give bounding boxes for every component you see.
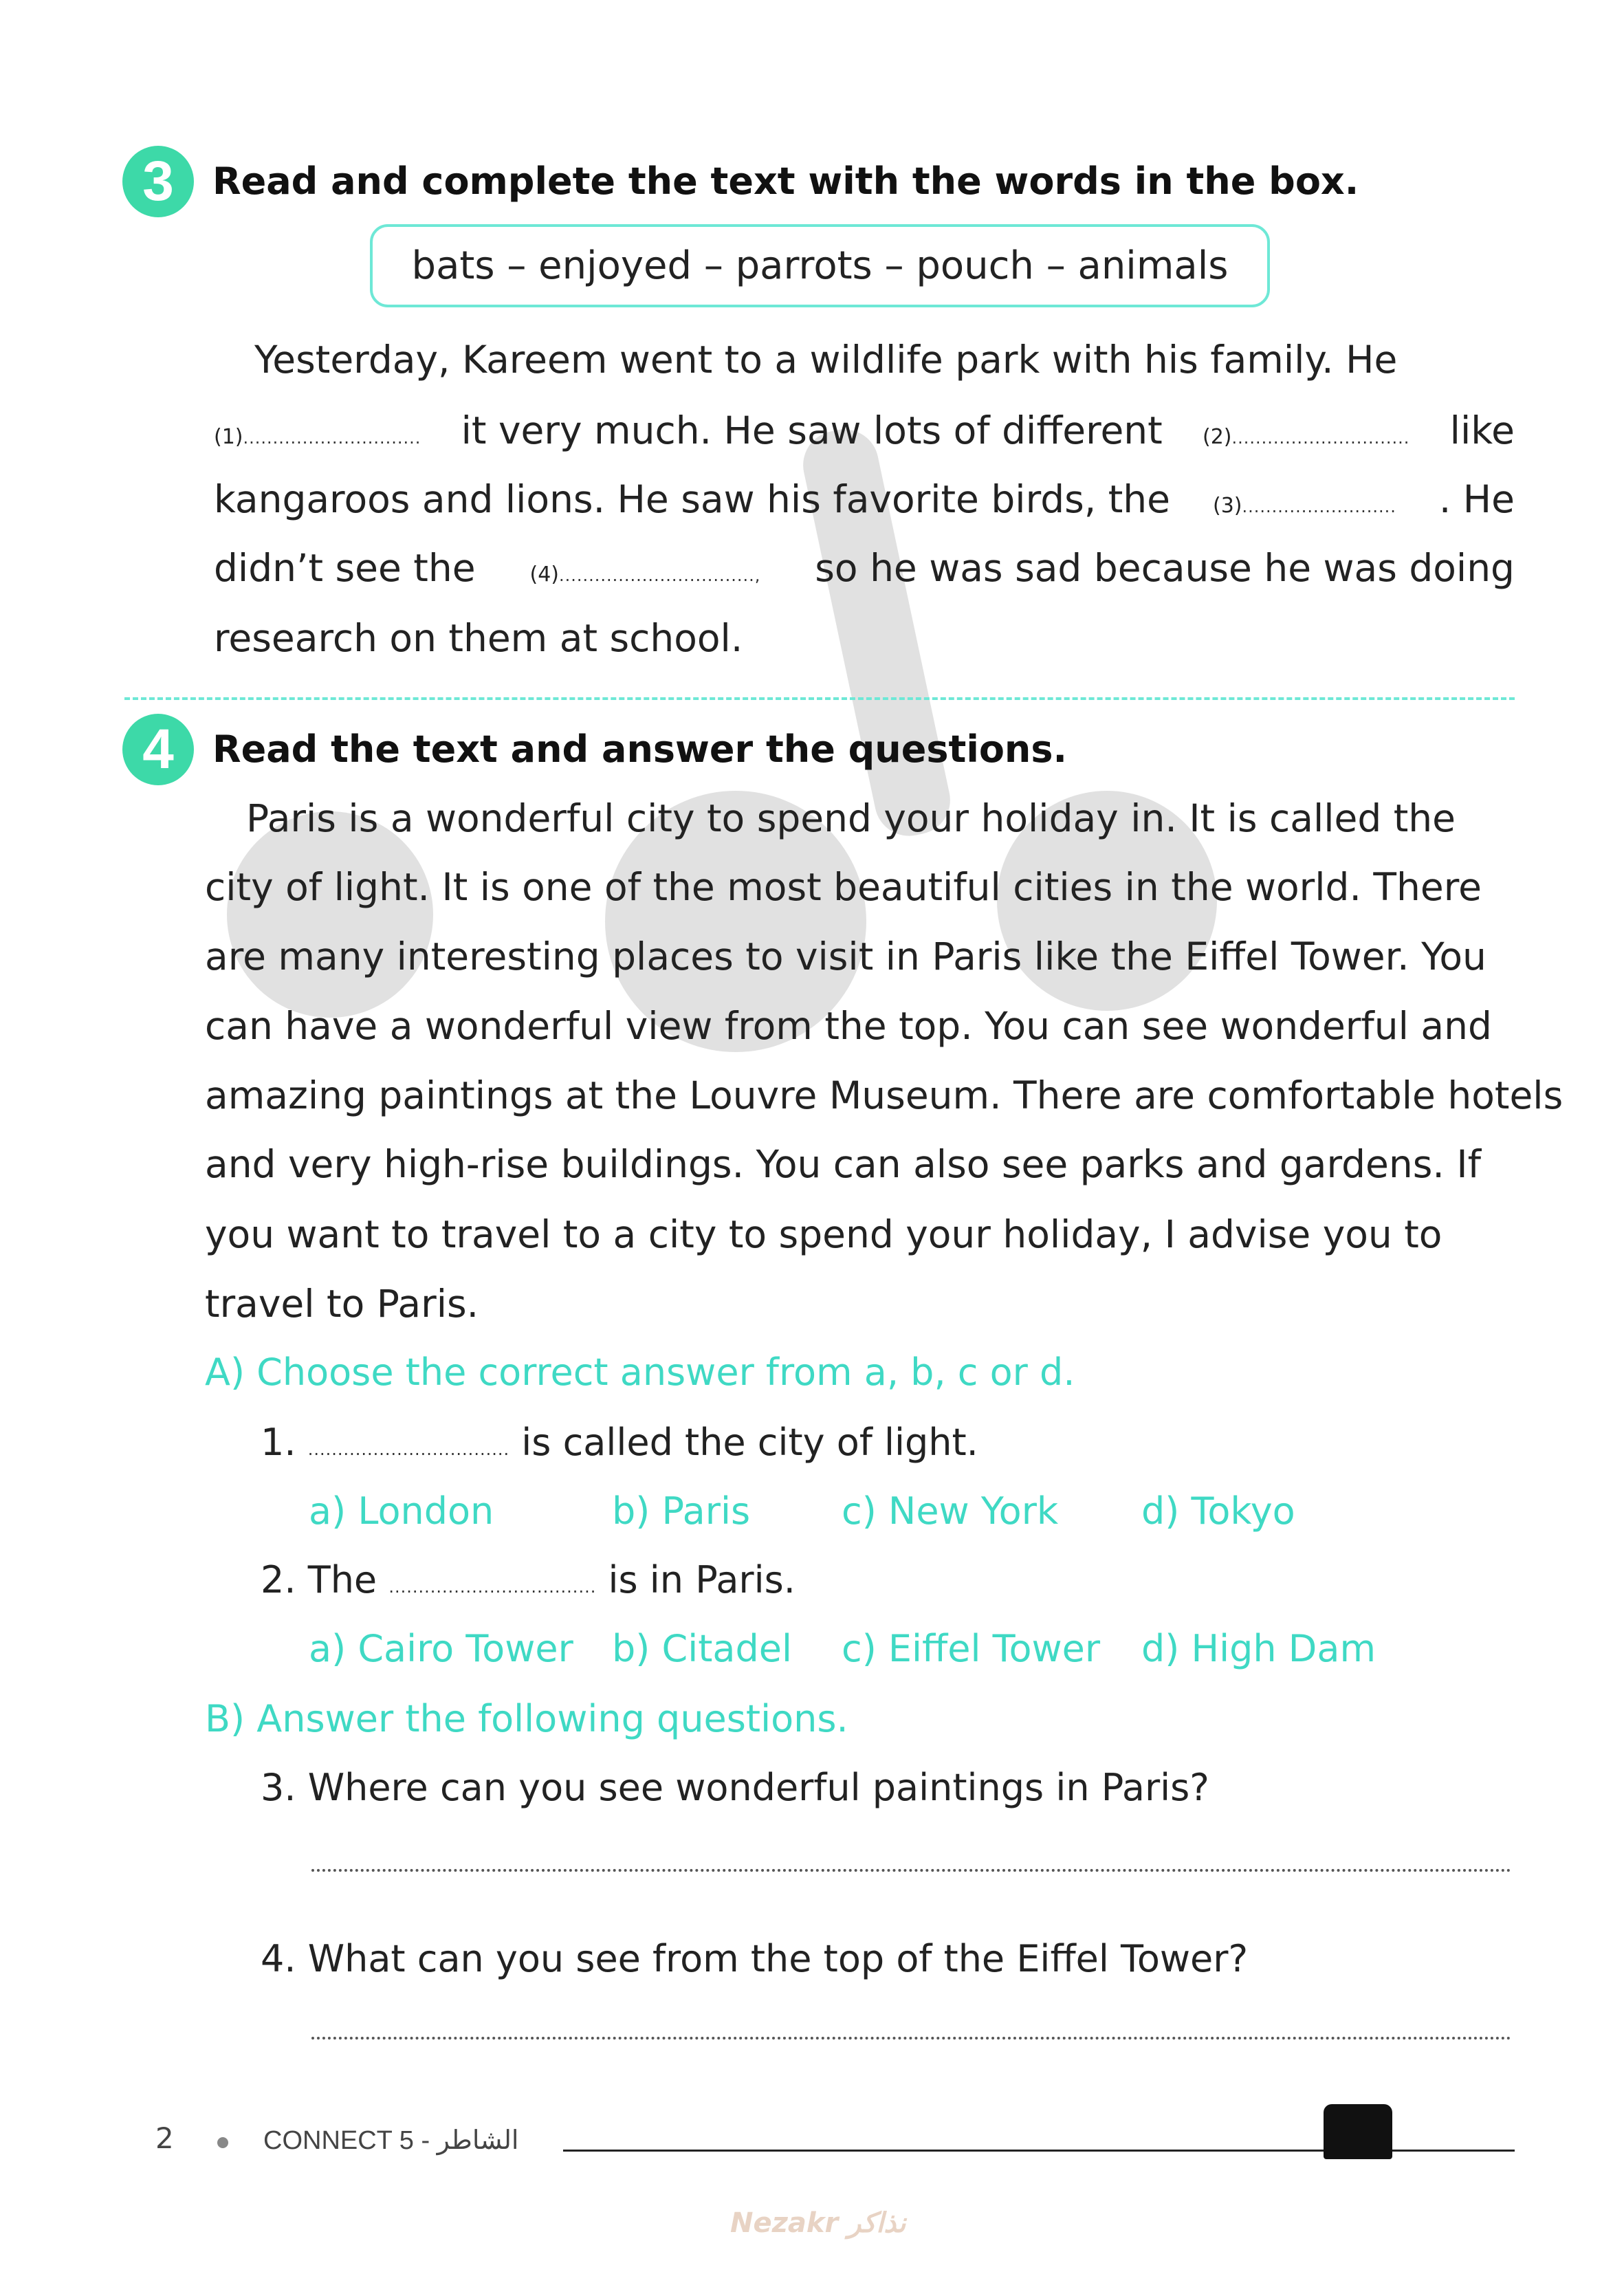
option-d[interactable]: d) Tokyo: [1141, 1489, 1295, 1533]
option-c[interactable]: c) New York: [842, 1489, 1059, 1533]
blank-3[interactable]: (3)..........................: [1212, 494, 1396, 518]
paragraph-line: travel to Paris.: [205, 1282, 479, 1326]
option-c[interactable]: c) Eiffel Tower: [842, 1627, 1101, 1670]
option-b[interactable]: b) Citadel: [612, 1627, 792, 1670]
paragraph-line: didn’t see the (4)................................., so he was sad because he was doing: [214, 544, 1515, 600]
option-b[interactable]: b) Paris: [612, 1489, 751, 1533]
bullet-dot: [217, 2137, 228, 2148]
paragraph-line: Yesterday, Kareem went to a wildlife park with his family. He: [254, 338, 1398, 382]
blank-2[interactable]: (2)..............................: [1203, 425, 1410, 449]
part-b-title: B) Answer the following questions.: [205, 1697, 848, 1740]
page-number: 2: [155, 2121, 174, 2155]
paragraph-line: and very high-rise buildings. You can also see parks and gardens. If: [205, 1142, 1481, 1186]
paragraph-line: research on them at school.: [214, 616, 743, 660]
section-divider: [124, 697, 1515, 700]
book-title: الشاطر - CONNECT 5: [263, 2126, 519, 2155]
answer-line[interactable]: [311, 2037, 1511, 2040]
blank-4[interactable]: (4).................................,: [529, 562, 761, 587]
exercise-number-badge: 4: [122, 714, 194, 785]
part-a-title: A) Choose the correct answer from a, b, c or d.: [205, 1351, 1075, 1394]
watermark-logo: Nezakr نذاكر: [730, 2207, 906, 2239]
paragraph-line: are many interesting places to visit in Paris like the Eiffel Tower. You: [205, 934, 1486, 979]
paragraph-line: Paris is a wonderful city to spend your holiday in. It is called the: [246, 796, 1456, 840]
option-d[interactable]: d) High Dam: [1141, 1627, 1376, 1670]
option-a[interactable]: a) Cairo Tower: [309, 1627, 573, 1670]
word-box: bats – enjoyed – parrots – pouch – animals: [370, 224, 1270, 307]
paragraph-line: kangaroos and lions. He saw his favorite birds, the (3).......................... . He: [214, 475, 1515, 531]
paragraph-line: amazing paintings at the Louvre Museum. There are comfortable hotels: [205, 1073, 1563, 1117]
exercise-number-badge: 3: [122, 146, 194, 217]
paragraph-line: can have a wonderful view from the top. You can see wonderful and: [205, 1004, 1492, 1048]
paragraph-line: you want to travel to a city to spend your holiday, I advise you to: [205, 1212, 1442, 1256]
paragraph-line: city of light. It is one of the most beautiful cities in the world. There: [205, 865, 1482, 909]
publisher-logo-icon: [1324, 2104, 1392, 2159]
question-1: 1. .................................. is called the city of light.: [261, 1421, 978, 1464]
exercise-instruction: Read the text and answer the questions.: [212, 728, 1068, 771]
question-4: 4. What can you see from the top of the Eiffel Tower?: [261, 1937, 1249, 1980]
question-2: 2. The ................................... is in Paris.: [261, 1558, 795, 1601]
option-a[interactable]: a) London: [309, 1489, 494, 1533]
background-figure: [227, 811, 433, 1018]
question-3: 3. Where can you see wonderful paintings in Paris?: [261, 1766, 1209, 1809]
exercise-instruction: Read and complete the text with the words in the box.: [212, 160, 1359, 203]
answer-blank[interactable]: ..................................: [307, 1440, 510, 1459]
paragraph-line: (1).............................. it very much. He saw lots of different (2).............................. like: [214, 406, 1515, 462]
blank-1[interactable]: (1)..............................: [214, 425, 421, 449]
answer-line[interactable]: [311, 1869, 1511, 1872]
answer-blank[interactable]: ...................................: [388, 1577, 597, 1597]
